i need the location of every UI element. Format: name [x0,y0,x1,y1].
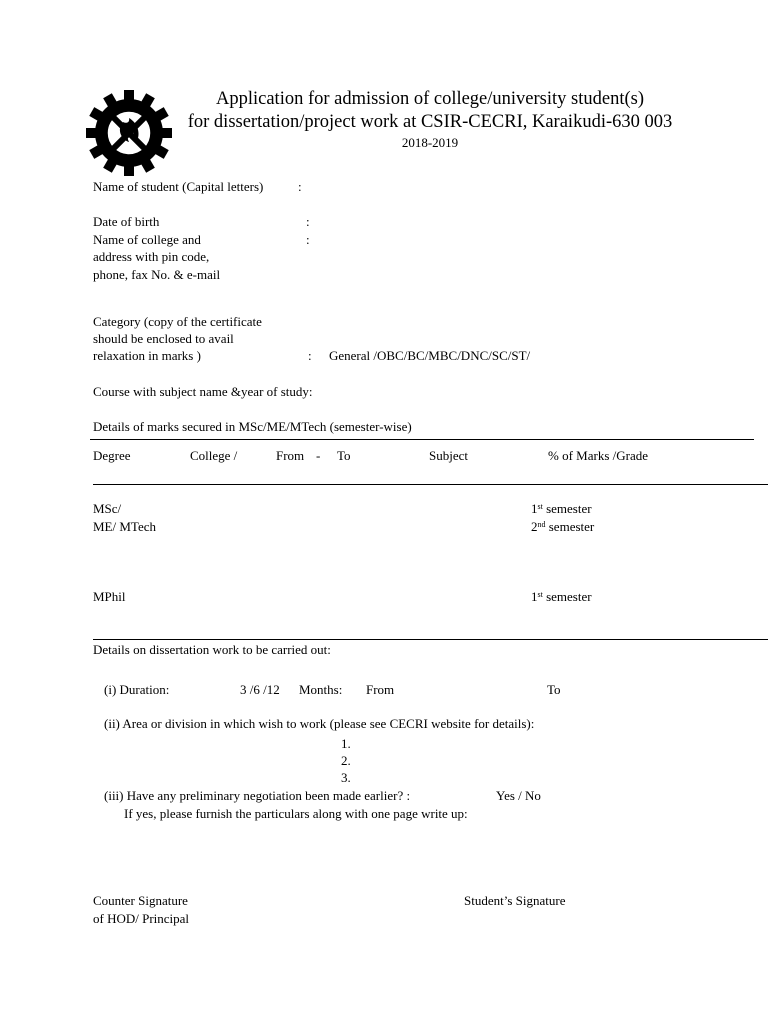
col-college-header: College / [190,448,238,463]
mphil-label: MPhil [93,589,126,604]
area-item-2: 2. [341,753,351,768]
from-label: From [366,682,395,697]
furnish-particulars-label: If yes, please furnish the particulars along with one page write up: [124,806,468,821]
marks-details-label: Details of marks secured in MSc/ME/MTech (semester-wise) [93,419,412,434]
col-to-header: To [337,448,351,463]
col-from-header: From [276,448,305,463]
counter-signature-label: Counter Signature [93,893,188,908]
category-colon: : [308,348,312,363]
msc-semester-2: 2nd semester [531,519,595,534]
category-label-line-1: Category (copy of the certificate [93,314,262,329]
college-colon: : [306,232,310,247]
area-item-1: 1. [341,736,351,751]
form-title-line-1: Application for admission of college/university student(s) [216,89,644,109]
table-top-rule [90,439,754,440]
college-label-line-1: Name of college and [93,232,201,247]
date-of-birth-label: Date of birth [93,214,160,229]
me-mtech-label: ME/ MTech [93,519,156,534]
months-label: Months: [299,682,343,697]
table-bottom-rule [93,639,768,640]
col-subject-header: Subject [429,448,468,463]
duration-label: (i) Duration: [104,682,170,697]
col-marks-header: % of Marks /Grade [548,448,648,463]
negotiation-yes-no: Yes / No [496,788,541,803]
course-label: Course with subject name &year of study: [93,384,313,399]
hod-principal-label: of HOD/ Principal [93,911,190,926]
form-title-line-2: for dissertation/project work at CSIR-CECRI, Karaikudi-630 003 [187,112,673,132]
category-label-line-2: should be enclosed to avail [93,331,234,346]
dissertation-heading: Details on dissertation work to be carried out: [93,642,331,657]
dob-colon: : [306,214,310,229]
category-options: General /OBC/BC/MBC/DNC/SC/ST/ [329,348,531,363]
col-degree-header: Degree [93,448,131,463]
duration-value: 3 /6 /12 [240,682,280,697]
college-label-line-2: address with pin code, [93,249,210,264]
college-label-line-3: phone, fax No. & e-mail [93,267,221,282]
category-label-line-3: relaxation in marks ) [93,348,201,363]
negotiation-label: (iii) Have any preliminary negotiation been made earlier? : [104,788,411,803]
to-label: To [547,682,561,697]
academic-year: 2018-2019 [401,135,459,150]
col-dash: - [316,448,321,463]
mphil-semester-1: 1st semester [531,589,592,604]
table-header-rule [93,484,768,485]
msc-label: MSc/ [93,501,122,516]
area-item-3: 3. [341,770,351,785]
area-label: (ii) Area or division in which wish to work (please see CECRI website for details): [104,716,535,731]
msc-semester-1: 1st semester [531,501,592,516]
name-colon: : [298,179,302,194]
student-signature-label: Student’s Signature [464,893,566,908]
name-of-student-label: Name of student (Capital letters) [93,179,264,194]
